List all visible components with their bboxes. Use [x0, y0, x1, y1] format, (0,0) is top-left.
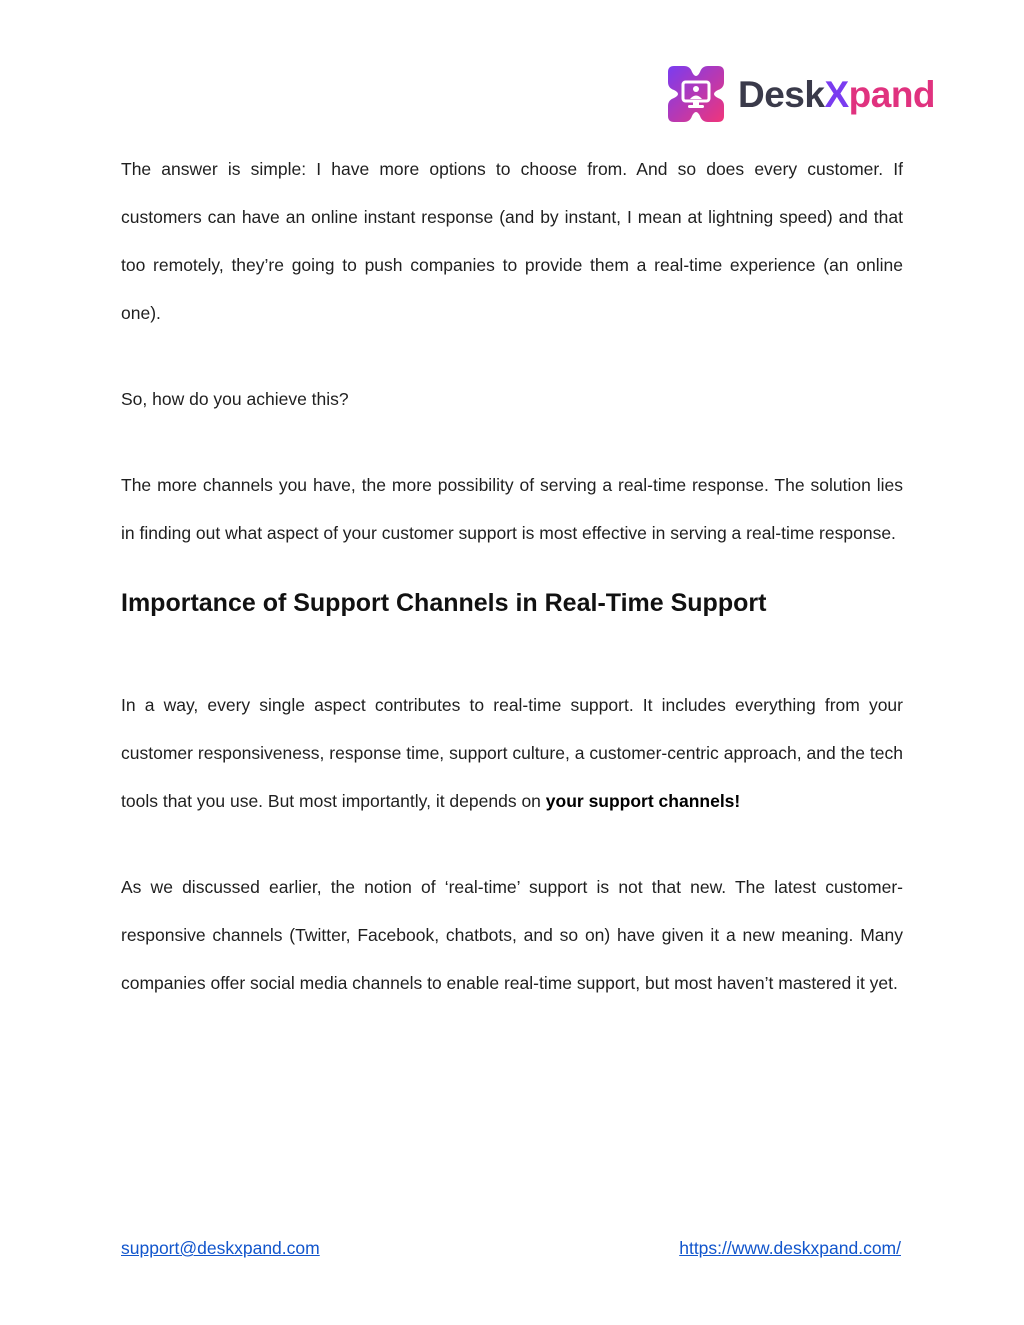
paragraph-importance-emphasis: your support channels!: [545, 791, 741, 811]
paragraph-answer: The answer is simple: I have more options to choose from. And so does every customer. If customers can have an online instant response (and by instant, I mean at lightning speed) and that too remotely, they’re going to push companies to provide them a real-time experience (an online one).: [121, 159, 903, 323]
paragraph-question: So, how do you achieve this?: [121, 389, 349, 409]
document-body: [121, 145, 903, 1007]
section-heading-wrap: [121, 575, 903, 623]
logo-wordmark: [738, 73, 936, 115]
paragraph-importance: [121, 681, 903, 825]
logo-text-x: X: [824, 73, 849, 115]
page-footer: [121, 1238, 901, 1259]
paragraph-importance-text: In a way, every single aspect contributes to real-time support. It includes everything from your customer responsiveness, response time, support culture, a customer-centric approach, and the tech tools that you use. But most importantly, it depends on: [121, 695, 903, 811]
logo-text-pand: pand: [848, 73, 936, 115]
deskxpand-logo-icon: [664, 62, 728, 126]
deskxpand-logo: [664, 60, 935, 128]
logo-text-desk: Desk: [738, 73, 825, 115]
section-heading: Importance of Support Channels in Real-Time Support: [121, 589, 767, 617]
footer-website-link[interactable]: https://www.deskxpand.com/: [679, 1238, 901, 1258]
footer-email-link[interactable]: support@deskxpand.com: [121, 1238, 320, 1258]
paragraph-discussion: As we discussed earlier, the notion of ‘real-time’ support is not that new. The latest customer-responsive channels (Twitter, Facebook, chatbots, and so on) have given it a new meaning. Many companies offer social media channels to enable real-time support, but most haven’t mastered it yet.: [121, 877, 903, 993]
paragraph-channels: The more channels you have, the more possibility of serving a real-time response. The solution lies in finding out what aspect of your customer support is most effective in serving a real-time response.: [121, 475, 903, 543]
